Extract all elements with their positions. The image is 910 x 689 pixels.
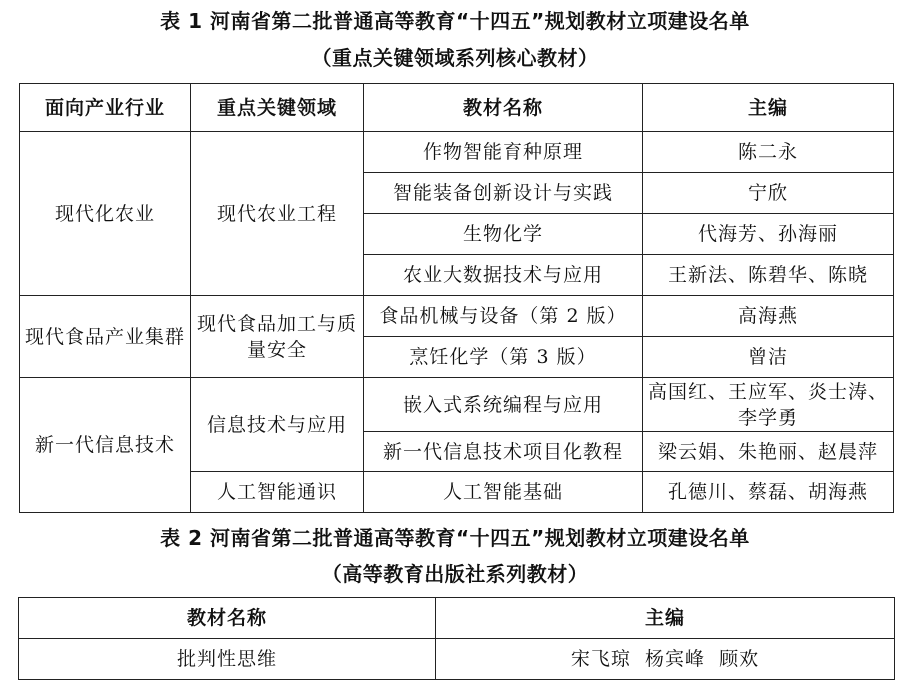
table1 bbox=[19, 83, 894, 513]
book-name-cell: 烹饪化学（第 3 版） bbox=[364, 337, 643, 378]
book-name-cell: 人工智能基础 bbox=[364, 472, 643, 513]
book-name-cell: 作物智能育种原理 bbox=[364, 132, 643, 173]
industry-cell: 现代化农业 bbox=[20, 132, 191, 296]
book-name-cell: 嵌入式系统编程与应用 bbox=[364, 378, 643, 432]
field-cell: 信息技术与应用 bbox=[191, 378, 364, 472]
editor-cell: 王新法、陈碧华、陈晓 bbox=[643, 255, 894, 296]
table-row bbox=[20, 378, 894, 432]
industry-cell: 现代食品产业集群 bbox=[20, 296, 191, 378]
field-cell: 现代食品加工与质量安全 bbox=[191, 296, 364, 378]
header-book-name: 教材名称 bbox=[19, 598, 436, 639]
table-row bbox=[20, 296, 894, 337]
book-name-cell: 批判性思维 bbox=[19, 639, 436, 680]
table-row bbox=[20, 132, 894, 173]
editor-cell: 陈二永 bbox=[643, 132, 894, 173]
editor-cell: 曾洁 bbox=[643, 337, 894, 378]
table2-subtitle: （高等教育出版社系列教材） bbox=[321, 562, 589, 586]
editor-cell: 孔德川、蔡磊、胡海燕 bbox=[643, 472, 894, 513]
industry-cell: 新一代信息技术 bbox=[20, 378, 191, 513]
editor-cell: 高海燕 bbox=[643, 296, 894, 337]
book-name-cell: 食品机械与设备（第 2 版） bbox=[364, 296, 643, 337]
field-cell: 人工智能通识 bbox=[191, 472, 364, 513]
editor-cell: 代海芳、孙海丽 bbox=[643, 214, 894, 255]
editor-cell: 高国红、王应军、炎士涛、李学勇 bbox=[643, 378, 894, 432]
table-row bbox=[19, 639, 895, 680]
editor-cell: 宋飞琼 杨宾峰 顾欢 bbox=[436, 639, 895, 680]
editor-cell: 梁云娟、朱艳丽、赵晨萍 bbox=[643, 432, 894, 472]
header-industry: 面向产业行业 bbox=[20, 84, 191, 132]
table2-title: 表 2 河南省第二批普通高等教育“十四五”规划教材立项建设名单 bbox=[160, 526, 750, 550]
editor-cell: 宁欣 bbox=[643, 173, 894, 214]
table-header-row bbox=[20, 84, 894, 132]
table1-subtitle: （重点关键领域系列核心教材） bbox=[311, 46, 599, 70]
table1-title: 表 1 河南省第二批普通高等教育“十四五”规划教材立项建设名单 bbox=[160, 9, 750, 33]
header-field: 重点关键领域 bbox=[191, 84, 364, 132]
header-book-name: 教材名称 bbox=[364, 84, 643, 132]
book-name-cell: 新一代信息技术项目化教程 bbox=[364, 432, 643, 472]
table-header-row bbox=[19, 598, 895, 639]
table2 bbox=[18, 597, 895, 680]
field-cell: 现代农业工程 bbox=[191, 132, 364, 296]
header-editor: 主编 bbox=[436, 598, 895, 639]
book-name-cell: 生物化学 bbox=[364, 214, 643, 255]
book-name-cell: 智能装备创新设计与实践 bbox=[364, 173, 643, 214]
header-editor: 主编 bbox=[643, 84, 894, 132]
book-name-cell: 农业大数据技术与应用 bbox=[364, 255, 643, 296]
